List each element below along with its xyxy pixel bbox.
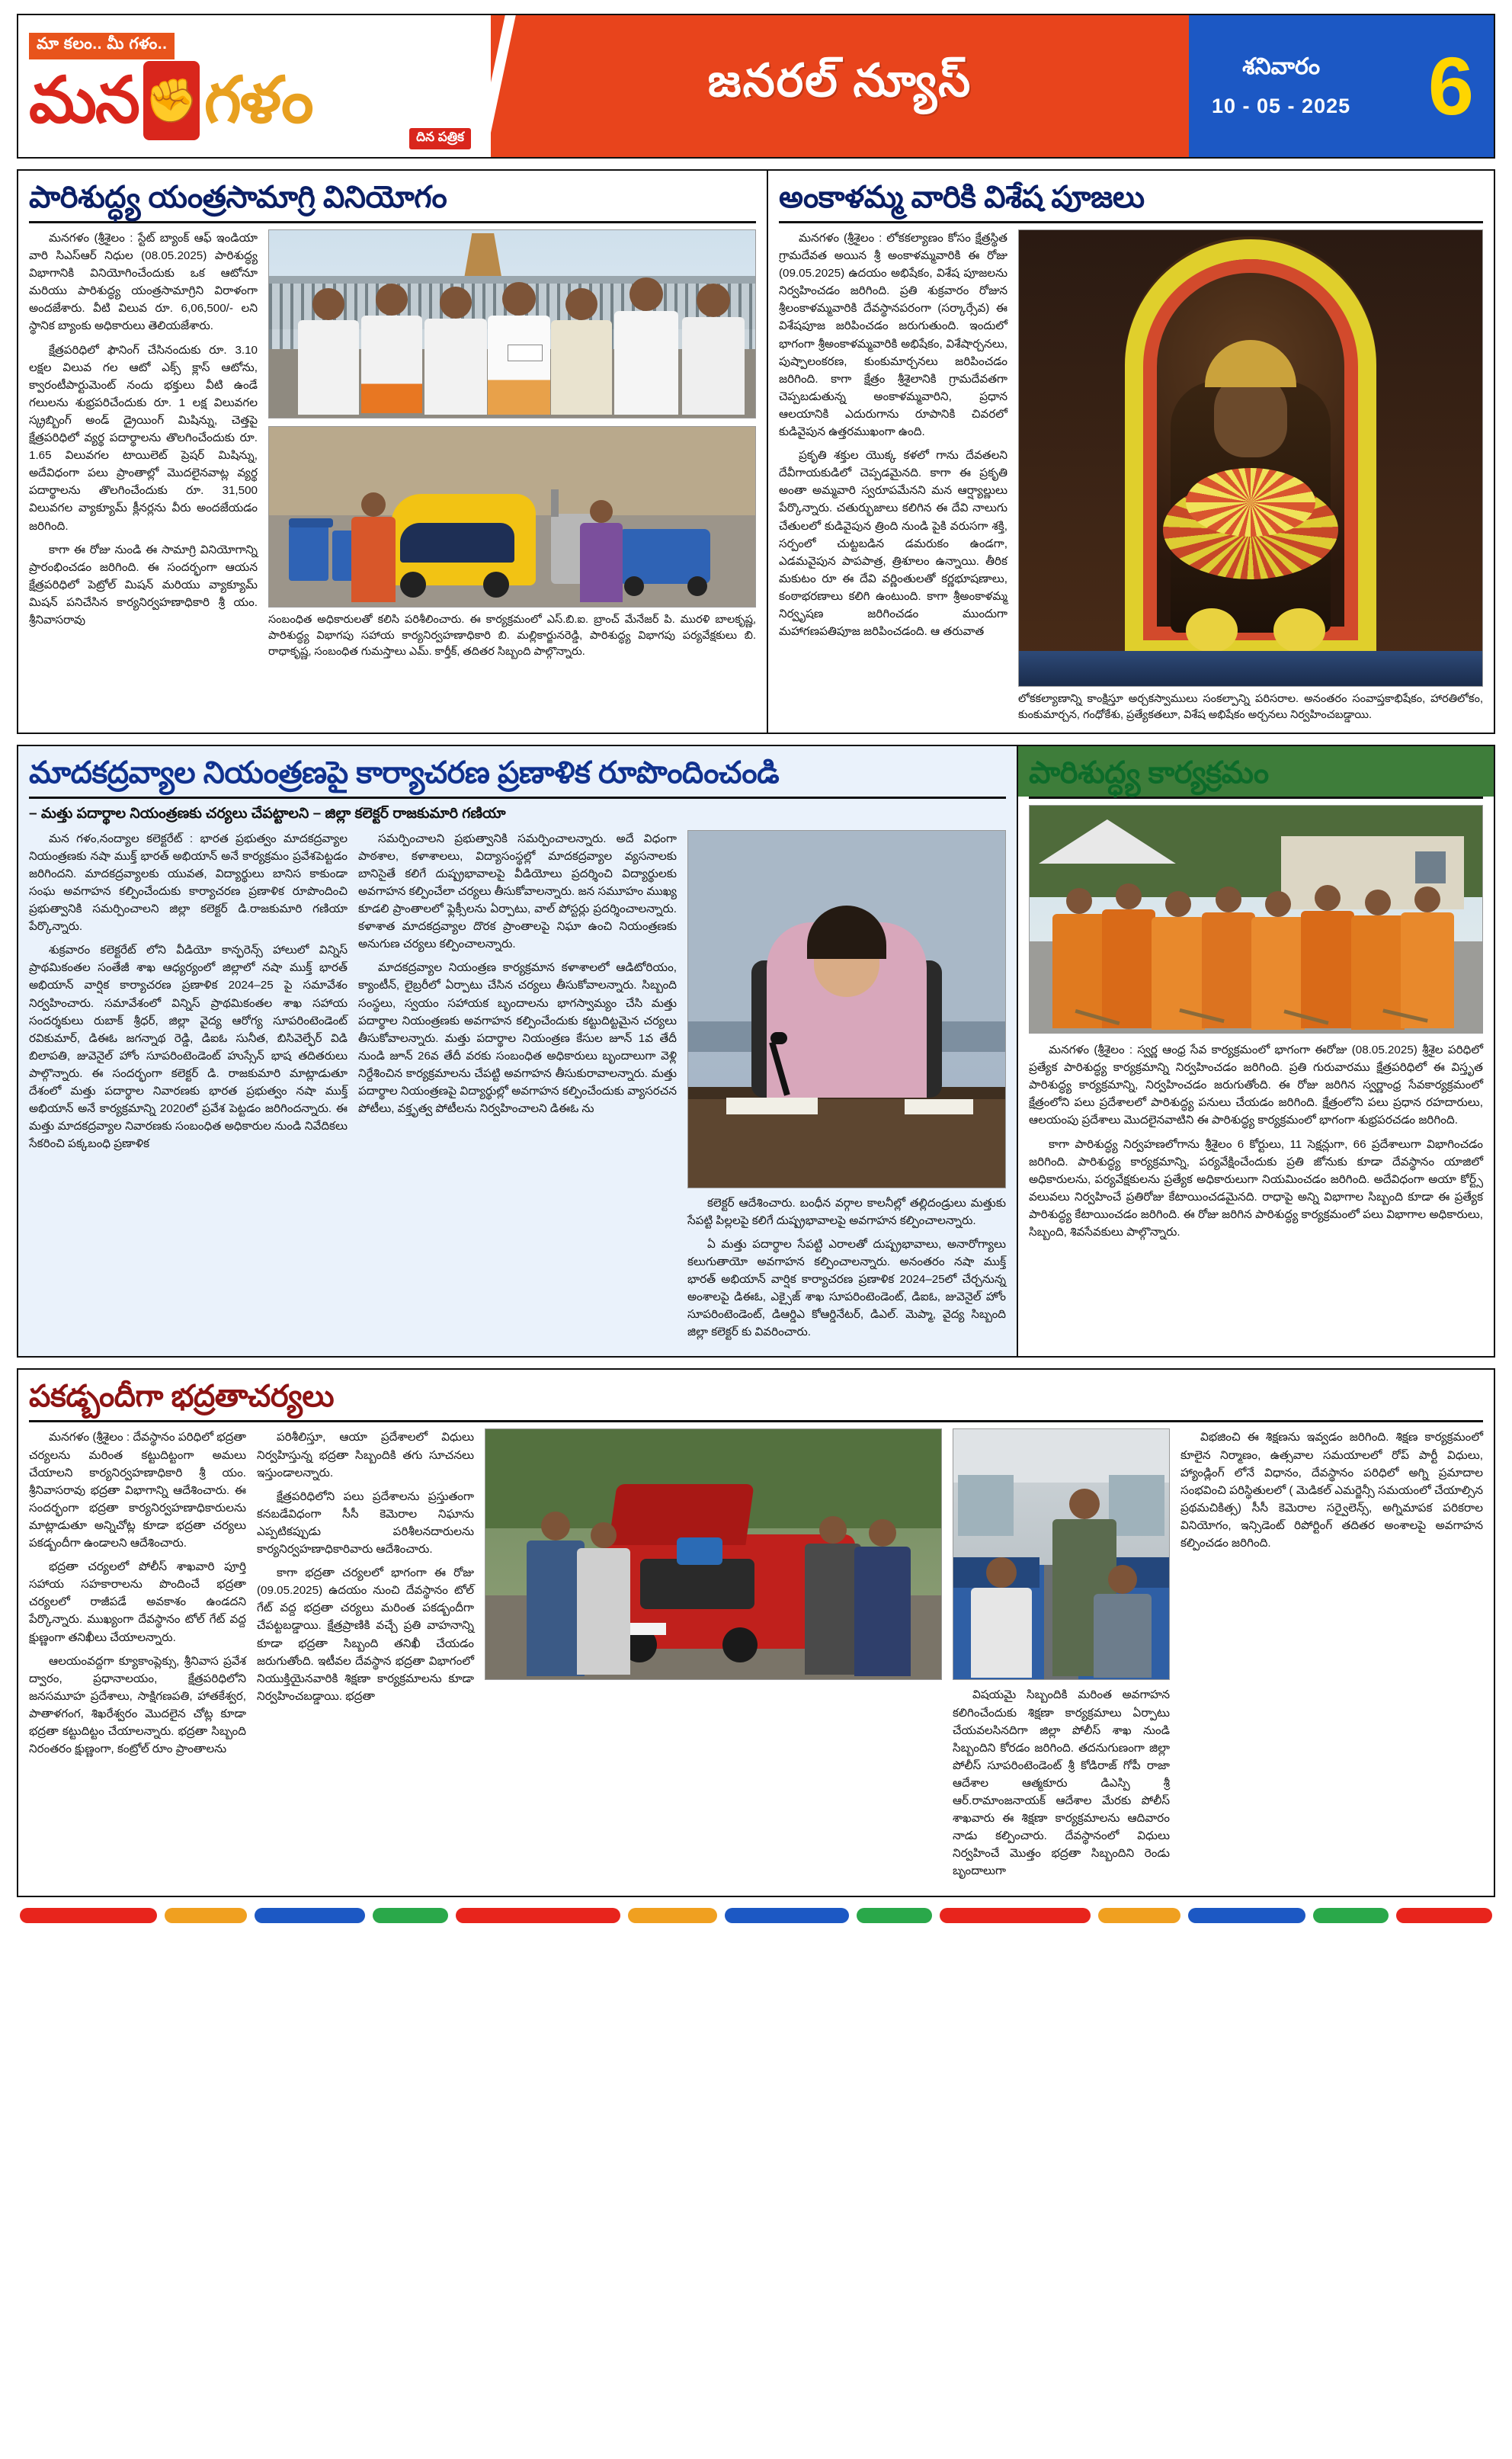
page-number: 6: [1427, 40, 1474, 132]
logo-word-2: గళం: [203, 63, 312, 136]
headline: అంకాళమ్మ వారికి విశేష పూజలు: [779, 181, 1145, 214]
headline: పకడ్బందీగా భద్రతాచర్యలు: [29, 1380, 335, 1414]
footer-bar: [1396, 1908, 1492, 1923]
footer-bar: [165, 1908, 247, 1923]
paragraph: శుక్రవారం కలెక్టరేట్ లోని వీడియో కాన్ఫరెన్స్ హాలులో విన్నిస్ ప్రాథమికంతల సంతేజీ శాఖ ఆధ్యర్యంలో జిల్లాలో నషా ముక్త్ భారత్ అభియాన్ వార్షిక కార్యాచరణ ప్రణాళిక 2024–25 పై సమావేశం నిర్వహించారు. సమావేశంలో విన్నిస్ ప్రాథమికంతల శాఖ సహాయ సందర్శకులు రుబాక్ శ్రీధర్, జిల్లా వైద్య ఆరోగ్య సూపరింటెండెంట్ రవికుమార్, డిఈఓ జగన్నాథ రెడ్డి, డిఐఓ సునీత, బిసివెల్ఫేర్ విడి బిలాపతి, జువెనైల్ హోం సూపరింటెండెంట్ హుస్సేన్ భాష తదితరులు పాల్గొన్నారు. ఈ సందర్భంగా కలెక్టర్ డి. రాజకుమారి మాట్లాడుతూ దేశంలో మత్తు పదార్థాల నివారణకు భారత ప్రభుత్వం నషా ముక్త్ అభియాన్ అనే కార్యక్రమాన్ని 2020లో ప్రవేశ పెట్టడం జరిగిందన్నారు. ఈ మత్తు మాదకద్రవ్యాల నివారణకు సంబంధిత అధికారుల నుండి నివేదికలు సేకరించి పక్కబంధి ప్రణాళిక: [29, 944, 348, 1151]
paragraph: విషయమై సిబ్బందికి మరింత అవగాహన కలిగించేందుకు శిక్షణా కార్యక్రమాలు ఏర్పాటు చేయవలసినదిగా జిల్లా పోలీస్ శాఖ నుండి సిబ్బందిని కోరడం జరిగింది. తదనుగుణంగా జిల్లా పోలీస్ సూపరింటెండెంట్ శ్రీ కోడిరాజ్ గోపీ రాజా ఆదేశాల ఆత్మకూరు డిఎస్పి శ్రీ ఆర్.రామాంజనాయక్ ఆదేశాల మేరకు పోలీస్ శాఖవారు ఈ శిక్షణా కార్యక్రమాలను ఆదివారం నాడు కల్పించారు. దేవస్థానంలో విధులు నిర్వహించే మొత్తం భద్రతా సిబ్బందిని రెండు బృందాలుగా: [953, 1688, 1170, 1878]
paragraph: కలెక్టర్ ఆదేశించారు. బంధీన వర్గాల కాలనీల్లో తల్లిదండ్రులు మత్తుకు సేపట్టి పిల్లలపై కలిగే దుష్ప్రభావాలపై అవగాహన కల్పించాలన్నారు.: [687, 1196, 1006, 1227]
headline: మాదకద్రవ్యాల నియంత్రణపై కార్యాచరణ ప్రణాళిక రూపొందించండి: [29, 756, 780, 790]
article-row-2: [17, 745, 1495, 1358]
paragraph: మనగళం (శ్రీశైలం : లోకకల్యాణం కోసం క్షేత్రస్థిత గ్రామదేవత అయిన శ్రీ అంకాళమ్మవారికి ఈ రోజు (09.05.2025) ఉదయం అభిషేకం, విశేష పూజలను నిర్వహించడం జరిగింది. ప్రతి శుక్రవారం రోజున శ్రీలంకాళమ్మవారికి దేవస్థానపరంగా (సర్కార్సేవ) ఈ విశేషపూజ జరిపించడం జరుగుతుంది. ఇందులో భాగంగా శ్రీఅంకాళమ్మవారికి అభిషేకం, విశేషార్చనలు, పుష్పాలంకరణ, కుంకుమార్చనలు జరిపించడం జరిగింది. కాగా క్షేత్రం శ్రీశైలానికి గ్రామదేవతగా చెప్పబడుతున్న అంకాళమ్మవారిని, ప్రధాన ఆలయానికి ఎదురుగాను రూపానికి చివరలో కుడివైపున ఉత్తరముఖంగా ఉంది.: [779, 232, 1007, 439]
date-label: 10 - 05 - 2025: [1212, 95, 1351, 117]
section-banner: [491, 15, 1189, 157]
paragraph: క్షేత్రపరిధిలోని పలు ప్రదేశాలను ప్రస్తుతంగా కనబడేవిధంగా సీసీ కెమెరాల నిఘాను ఎప్పటికప్పుడు పరిశీలనదారులను కార్యనిర్వహణాధికారివారు ఆదేశించారు.: [257, 1489, 474, 1557]
headline: పారిశుద్ధ్య కార్యక్రమం: [1018, 746, 1494, 797]
paragraph: మాదకద్రవ్యాల నియంత్రణ కార్యక్రమాన కళాశాలలో ఆడిటోరియం, క్యాంటీన్, లైబ్రరీలో ఏర్పాటు చేసిన చర్యలు తీసుకోవాలన్నారు. సిబ్బంది సంస్థలు, స్వయం సహాయక బృందాలను భాగస్వామ్యం చేసి మత్తు పదార్థాల నియంత్రణకు అవగాహన కల్పించేందుకు కట్టుదిట్టమైన చర్యలు తీసుకోవాలన్నారు. మత్తు పదార్థాల నియంత్రణ కేసుల జూన్ 1వ తేదీ నుండి జూన్ 26వ తేదీ వరకు సంబంధిత అధికారులు బృందాలుగా వెళ్లి నిర్దేశించిన కార్యక్రమాలను చేపట్టి అవగాహన తీసుకురావాలన్నారు. మత్తు పదార్థాల నియంత్రణపై విద్యార్థుల్లో అవగాహన కల్పించేందుకు వ్యాసరచన పోటీలు, వక్తృత్వ పోటీలను నిర్వహించాలని డిఈఓ ను: [358, 961, 677, 1116]
footer-bar: [628, 1908, 717, 1923]
footer-bar: [1313, 1908, 1389, 1923]
footer-bar: [1188, 1908, 1305, 1923]
paragraph: పరిశీలిస్తూ, ఆయా ప్రదేశాలలో విధులు నిర్వహిస్తున్న భద్రతా సిబ్బందికి తగు సూచనలు ఇస్తుండాలన్నారు.: [257, 1431, 474, 1480]
photo-bus-inspection: [953, 1428, 1170, 1680]
paragraph: క్షేత్రపరిధిలో ఫౌనింగ్ చేసినందుకు రూ. 3.10 లక్షల విలువ గల ఆటో ఎక్స్ క్లాస్ ఆటోను, క్వారంటీపార్టుమెంట్ నందు భక్తులు వీటి ఉండే గలులను శుభ్రపరిచేందుకు రూ. 1 లక్ష విలువగల స్క్రబ్బింగ్ అండ్ డ్రైయింగ్ మిషిన్ను, చెత్తపై క్షేత్రపరిధిలో వ్యర్థ పదార్థాలను తొలగించేందుకు రూ. 1.65 విలువగల టాయిలెట్ ప్రెషర్ మిషిన్ను, అదేవిధంగా పలు ప్రాంతాల్లో మొదలైనవాట్ల వ్యర్థ పదార్థాలను తొలగించేందుకు రూ. 31,500 విలువగల వ్యాక్యూమ్ క్లీనర్లను వీరు అందజేయడం జరిగింది.: [29, 343, 258, 533]
headline-rule: [29, 797, 1006, 799]
article-ankalamma-puja: [768, 171, 1494, 733]
paragraph: ఏ మత్తు పదార్థాల సేపట్టి ఎరాలతో దుష్ప్రభావాలు, అనారోగ్యాలు కలుగుతాయో అవగాహన కల్పించాలన్నారు. అనంతరం నషా ముక్త్ భారత్ అభియాన్ వార్షిక కార్యాచరణ ప్రణాళిక 2024–25లో చేర్చనున్న అంశాలపై డిఈఓ, ఎక్సైజ్ శాఖ సూపరింటెండెంట్, డిఐఓ, జువెనైల్ హోం సూపరింటెండెంట్, డిఆర్డిఎ కోఆర్డినేటర్, డిఎల్. మెప్మా, వైద్య సిబ్బంది జిల్లా కలెక్టర్ కు వివరించారు.: [687, 1237, 1006, 1339]
paragraph: భద్రతా చర్యలలో పోలీస్ శాఖవారి పూర్తి సహాయ సహకారాలను పొందించే భద్రతా చర్యలలో రాజీపడే అవకాశం ఉండదని పేర్కొన్నారు. ముఖ్యంగా దేవస్థానం టోల్ గేట్ వద్ద క్షుణ్ణంగా తనిఖీలు చేయాలన్నారు.: [29, 1560, 246, 1644]
article-sanitation-program: [1018, 746, 1494, 1356]
paragraph: ఆలయంవద్దగా క్యూకాంప్లెక్సు, శ్రీనివాస ప్రవేశ ద్వారం, ప్రధానాలయం, క్షేత్రపరిధిలోని జనసమూహ ప్రదేశాలు, సాక్షిగణపతి, హాతకేశ్వర, పాతాళగంగ, శిఖరేశ్వరం మొదలైన చోట్ల కూడా భద్రతా కట్టుదిట్టం చేయాలన్నారు. భద్రతా సిబ్బంది నిరంతరం క్షుణ్ణంగా, కంట్రోల్ రూం ప్రాంతాలను: [29, 1654, 246, 1756]
paragraph: సమర్పించాలని ప్రభుత్వానికి సమర్పించాలన్నారు. అదే విధంగా పాఠశాల, కళాశాలలు, విద్యాసంస్థల్లో మాదకద్రవ్యాల వ్యసనాలకు బానిసైతే కలిగే దుష్ప్రభావాలపై వీడియోలు ప్రదర్శించి విద్యార్థులకు అవగాహన కల్పించేలా చర్యలు తీసుకోవాలన్నారు. జన సమూహం ముఖ్య కూడలి ప్రాంతాలలో ఫ్లెక్సీలను ఏర్పాటు, వాల్ పోస్టర్లు ప్రదర్శించాలన్నారు. కళాశాత మాదకద్రవ్యాల దొరక ప్రాంతాలపై నిఘా ఉంచి నియంత్రణకు అనుగుణ చర్యలు కల్పించాలన్నారు.: [358, 832, 677, 951]
article-drug-control: [18, 746, 1017, 1356]
publication-logo: [18, 15, 491, 157]
photo-deity-ankalamma: [1018, 229, 1483, 687]
paragraph: మనగళం (శ్రీశైలం : స్టేట్ బ్యాంక్ ఆఫ్ ఇండియా వారి సిఎస్ఆర్ నిధుల (08.05.2025) పారిశుద్ధ్య విభాగానికి వినియోగించేందుకు ఒక ఆటోనూ మరియు పారిశుద్ధ్య యంత్రసామాగ్రిని విరాళంగా అందజేశారు. వీటి విలువ రూ. 6,06,500/- లని స్థానిక బ్యాంకు అధికారులు తెలియజేశారు.: [29, 232, 258, 333]
photo-vehicle-check: [485, 1428, 942, 1680]
paragraph: కాగా పారిశుద్ధ్య నిర్వహణలోగాను శ్రీశైలం 6 కోర్టులు, 11 సెక్షన్లుగా, 66 ప్రదేశాలుగా విభాగించడం జరిగింది. పారిశుద్ధ్య కార్యక్రమాన్ని, పర్యవేక్షించేందుకు ప్రతి జోనుకు కూడా దేవస్థానం యాజిలో అధికారులను, పర్యవేక్షకులను ప్రత్యేక అధికారులుగా నియమించడం జరిగింది. అదేవిధంగా అయా కోర్ట్స్ వలువలు నిర్వహించే ప్రతిరోజు కేటాయించడమైనది. రాధాపై అన్ని విభాగాల సిబ్బంది కూడా ఈ ప్రత్యేక పారిశుద్ధ్య కేటాయించడం జరిగింది. ఈ రోజు జరిగిన పారిశుద్ధ్య కార్యక్రమంలో పలు విభాగాల అధికారులు, సిబ్బంది, శివసేవకులు పాల్గొన్నారు.: [1029, 1137, 1483, 1239]
footer-bar: [20, 1908, 157, 1923]
footer-bar: [1098, 1908, 1180, 1923]
footer-bar: [725, 1908, 848, 1923]
photo-caption: సంబంధిత అధికారులతో కలిసి పరిశీలించారు. ఈ కార్యక్రమంలో ఎస్.బి.ఐ. బ్రాంచ్ మేనేజర్ పి. మురళి బాలకృష్ణ, పారిశుద్ధ్య విభాగపు సహాయ కార్యనిర్వహణాధికారి బి. మల్లికార్జునరెడ్డి, పారిశుద్ధ్య విభాగపు పర్యవేక్షకులు బి. రాధాకృష్ణ, సంబంధిత గుమస్తాలు ఎమ్. కార్తీక్, తదితర సిబ్బంది పాల్గొన్నారు.: [268, 614, 756, 659]
headline: పారిశుద్ధ్య యంత్రసామాగ్రి వినియోగం: [29, 181, 447, 214]
date-block: [1189, 15, 1494, 157]
footer-bar: [373, 1908, 448, 1923]
paragraph: మనగళం (శ్రీశైలం : స్వర్ణ ఆంధ్ర సేవ కార్యక్రమంలో భాగంగా ఈరోజు (08.05.2025) శ్రీశైల పరిధిలో ప్రత్యేక పారిశుద్ధ్య కార్యక్రమాన్ని నిర్వహించడం జరిగింది. ప్రతి గురువారము క్షేత్రపరిధిలో ఈ విస్తృత పారిశుద్ధ్య కార్యక్రమాన్ని, నిర్వహించడం జరుగుతోంది. ఈ రోజు జరిగిన స్వర్ణాంధ్ర సేవకార్యక్రమంలో క్షేత్రంలోని పలు ప్రదేశాలలో పారిశుద్ధ్య పనులు చేయడం జరిగింది. క్షేత్రంలోని పలు ప్రధాన రహదారులు, ఆలయంపు ప్రదేశాలు మొదలైనవాటిని ఈ పారిశుద్ధ్య కార్యక్రమంలో భాగంగా శుభ్రపరచడం జరిగింది.: [1029, 1044, 1483, 1127]
paragraph: విభజించి ఈ శిక్షణను ఇవ్వడం జరిగింది. శిక్షణ కార్యక్రమంలో కూలైన నిర్మాణం, ఉత్సవాల సమయాలలో రోప్ పార్టీ విధులు, హ్యాండ్లింగ్ లోనే విధానం, దేవస్థానం పరిధిలో అగ్ని ప్రమాదాల సంభవించి పరిస్థితులలో ( మెడికల్ ఎమర్జెన్సీ సమయంలో చేయాల్సిన ప్రథమచికిత్స) సీసీ కెమెరాల సర్వైలెన్స్, అగ్నిమాపక పరికరాల వినియోగం, ఇన్సిడెంట్ రిపోర్టింగ్ తదితర అంశాలపై అవగాహన కల్పించడం జరిగింది.: [1180, 1431, 1483, 1550]
footer-bar: [940, 1908, 1091, 1923]
article-row-1: [17, 169, 1495, 734]
paragraph: మనగళం (శ్రీశైలం : దేవస్థానం పరిధిలో భద్రతా చర్యలను మరింత కట్టుదిట్టంగా అమలు చేయాలని కార్యనిర్వహణాధికారి శ్రీ యం. శ్రీనివాసరావు భద్రతా విభాగాన్ని ఆదేశించారు. ఈ సందర్భంగా భద్రతా కార్యనిర్వహణాధికారులను మాట్లాడుతూ అన్నిచోట్ల కూడా భద్రతా చర్యలు పకడ్బందీగా ఉండాలని ఆదేశించారు.: [29, 1431, 246, 1550]
subheadline: – మత్తు పదార్థాల నియంత్రణకు చర్యలు చేపట్టాలని – జిల్లా కలెక్టర్ రాజకుమారి గణియా: [29, 806, 506, 822]
logo-tagline: మా కలం.. మీ గళం..: [29, 33, 175, 59]
logo-subtitle: దిన పత్రిక: [409, 128, 471, 149]
paragraph: ప్రకృతి శక్తుల యొక్క కళలో గాను దేవతలని దేవీగాయకుడిలో చెప్పడమైనది. కాగా ఈ ప్రకృతి అంతా అమ్మవారి స్వరూపమేనని మన ఆర్ష్యాల్ణులు పేర్కొన్నారు. చతుర్భుజాలు కలిగిన ఈ దేవి నాలుగు చేతులలో కుడివైపున త్రింది నుండి పైకి వరుసగా శక్తి, సర్పంలో చుట్టబడిన డమరుకం ఉండగా, ఎడమవైపున పాపపాత్ర, త్రిశూలం ఉన్నాయి. తీరిక మకుటం రూ ఈ దేవి వర్ణింతులతో కర్ణభూషణాలు, కంఠాభరణాలు కలిగి ఉంటుంది. కాగా శ్రీఅంకాళమ్మ నిర్వృషణ జరిగించడం ముందుగా మహాగణపతిపూజ జరిపించడంది. ఆ తరువాత: [779, 449, 1007, 639]
weekday-label: శనివారం: [1242, 54, 1321, 79]
section-banner-text: జనరల్ న్యూస్: [707, 55, 972, 106]
article-row-3: [17, 1368, 1495, 1896]
logo-word-1: మన: [29, 63, 139, 136]
paragraph: కాగా భద్రతా చర్యలలో భాగంగా ఈ రోజు (09.05.2025) ఉదయం నుంచి దేవస్థానం టోల్ గేట్ వద్ద భద్రతా చర్యలు మరింత పకడ్బందీగా చేపట్టబడ్డాయి. క్షేత్రప్రాణికి వచ్చే ప్రతి వాహనాన్ని కూడా భద్రతా సిబ్బంది తనిఖీ చేయడం జరుగుతోంది. ఇటీవల దేవస్థాన భద్రతా విభాగంలో నియుక్తియైనవారికి శిక్షణా కార్యక్రమాలను కూడా నిర్వహించబడ్డాయి. భద్రతా: [257, 1566, 474, 1703]
photo-cheque-handover: [268, 229, 756, 418]
photo-sweeping-drive: [1029, 805, 1483, 1034]
headline-rule: [779, 221, 1483, 223]
headline-rule: [29, 221, 756, 223]
footer-bar: [255, 1908, 364, 1923]
footer-bar: [857, 1908, 932, 1923]
photo-sanitation-vehicles: [268, 426, 756, 608]
masthead: [17, 14, 1495, 159]
paragraph: కాగా ఈ రోజు నుండి ఈ సామాగ్రి వినియోగాన్ని ప్రారంభించడం జరిగింది. ఈ సందర్భంగా ఆయన క్షేత్రపరిధిలో పెట్రోల్ మిషన్ మరియు వ్యాక్యూమ్ మిషన్ పనిచేసిన కార్యనిర్వహణాధికారి శ్రీ యం. శ్రీనివాసరావు: [29, 543, 258, 627]
paragraph: మన గళం,నంద్యాల కలెక్టరేట్ : భారత ప్రభుత్వం మాదకద్రవ్యాల నియంత్రణకు నషా ముక్త్ భారత్ అభియాన్ అనే కార్యక్రమం ప్రవేశపెట్టడం జరిగిందని. మాదకద్రవ్యాలకు యువత, విద్యార్థులు బానిస కాకుండా సంఘ అవగాహన కల్పించేందుకు కార్యాచరణ ప్రణాళిక రూపొందించి ప్రభుత్వానికి సమర్పించాలని జిల్లా కలెక్టర్ డి.రాజకుమారి గణియా పేర్కొన్నారు.: [29, 832, 348, 934]
photo-collector-meeting: [687, 830, 1006, 1188]
fist-icon: ✊: [143, 61, 200, 140]
footer-bar: [456, 1908, 620, 1923]
article-security-measures: [18, 1370, 1494, 1895]
article-sanitation-equipment: [18, 171, 767, 733]
headline-rule: [1029, 797, 1483, 799]
photo-caption: లోకకల్యాణాన్ని కాంక్షిస్తూ అర్చకస్వాములు సంకల్పాన్ని పరిసరాల. అనంతరం సంవాప్తకాభిషేకం, హారతిలోకం, కుంకుమార్చన, గంధోకేశు, ప్రత్యేకతలూ, విశేష అభిషేకం అర్చనలు నిర్వహించబడ్డాయి.: [1018, 693, 1483, 722]
footer-color-bars: [17, 1908, 1495, 1928]
headline-rule: [29, 1420, 1483, 1422]
